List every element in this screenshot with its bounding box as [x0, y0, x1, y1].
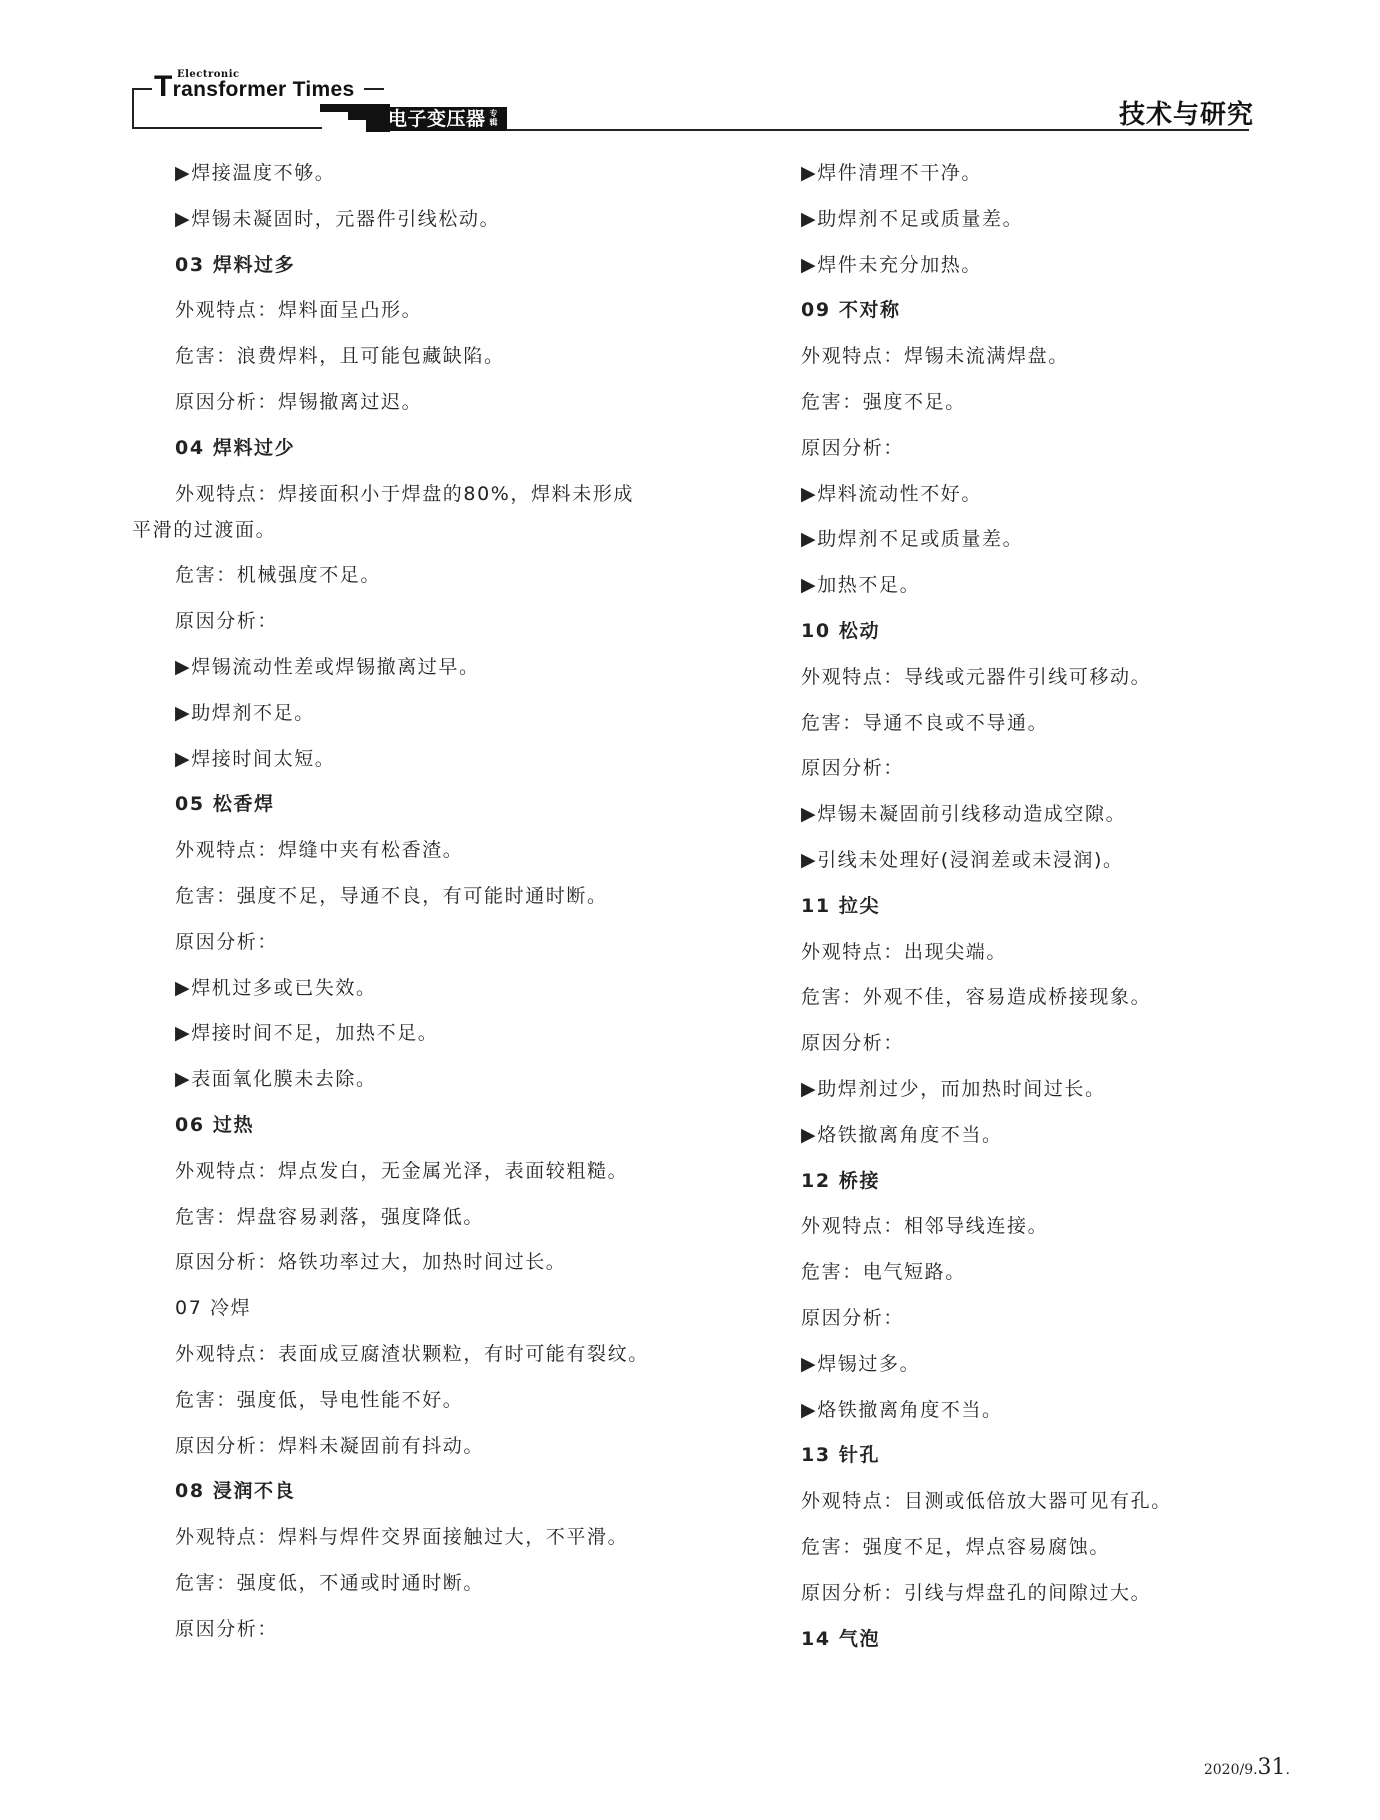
- paragraph-line: 危害：浪费焊料，且可能包藏缺陷。: [175, 345, 505, 368]
- paragraph-line: 外观特点：导线或元器件引线可移动。: [801, 665, 1152, 688]
- brand-cn-text: 电子变压器: [388, 108, 486, 130]
- section-heading: 14 气泡: [801, 1627, 881, 1650]
- paragraph-line: 危害：外观不佳，容易造成桥接现象。: [801, 986, 1152, 1009]
- paragraph-line: ▶引线未处理好(浸润差或未浸润)。: [801, 848, 1124, 871]
- masthead-rule-left: [132, 88, 152, 90]
- paragraph-line: 危害：焊盘容易剥落，强度降低。: [175, 1205, 485, 1228]
- paragraph-line: 危害：强度不足，焊点容易腐蚀。: [801, 1535, 1111, 1558]
- paragraph-line: ▶焊接时间太短。: [175, 747, 336, 770]
- paragraph-line: ▶焊锡过多。: [801, 1352, 921, 1375]
- paragraph-line: 原因分析：焊料未凝固前有抖动。: [175, 1434, 485, 1457]
- paragraph-line: 外观特点：相邻导线连接。: [801, 1215, 1049, 1238]
- paragraph-line: 原因分析：: [175, 610, 279, 633]
- right-column: [758, 158, 1298, 1669]
- masthead-rule-mid: [364, 88, 384, 90]
- section-heading: 04 焊料过少: [175, 436, 296, 459]
- page-number-suffix: .: [1285, 1762, 1290, 1778]
- brand-title-initial: T: [154, 70, 173, 103]
- section-heading: 07 冷焊: [175, 1297, 252, 1320]
- paragraph-line: 危害：电气短路。: [801, 1261, 966, 1284]
- paragraph-line: 外观特点：焊缝中夹有松香渣。: [175, 839, 464, 862]
- paragraph-line: 原因分析：焊锡撤离过迟。: [175, 390, 423, 413]
- brand-title-rest: ransformer Times: [172, 78, 355, 101]
- masthead-rule-vertical: [132, 88, 134, 128]
- paragraph-line: 原因分析：: [801, 1306, 905, 1329]
- left-column: [132, 158, 672, 1660]
- page-header: [0, 0, 1380, 140]
- paragraph-line: 危害：强度低，导电性能不好。: [175, 1388, 464, 1411]
- section-heading: 11 拉尖: [801, 894, 881, 917]
- paragraph-line: ▶表面氧化膜未去除。: [175, 1068, 377, 1091]
- paragraph-line: 危害：强度低，不通或时通时断。: [175, 1571, 485, 1594]
- paragraph-line: ▶焊锡未凝固前引线移动造成空隙。: [801, 803, 1127, 826]
- paragraph-line: 外观特点：表面成豆腐渣状颗粒，有时可能有裂纹。: [175, 1342, 649, 1365]
- page-footer: [1204, 1755, 1290, 1780]
- paragraph-line: 危害：机械强度不足。: [175, 564, 382, 587]
- section-heading: 06 过热: [175, 1113, 255, 1136]
- paragraph-line: ▶焊锡未凝固时，元器件引线松动。: [175, 207, 501, 230]
- brand-subtitle: Electronic: [177, 69, 240, 80]
- section-heading: 08 浸润不良: [175, 1480, 296, 1503]
- paragraph-line: 原因分析：: [801, 436, 905, 459]
- paragraph-line: ▶烙铁撤离角度不当。: [801, 1123, 1003, 1146]
- masthead-rule-bottom-left: [132, 127, 322, 129]
- brand-title: [154, 70, 354, 104]
- paragraph-line: ▶焊件未充分加热。: [801, 253, 983, 276]
- paragraph-line: 原因分析：: [175, 930, 279, 953]
- section-heading: 05 松香焊: [175, 793, 275, 816]
- paragraph-line: ▶烙铁撤离角度不当。: [801, 1398, 1003, 1421]
- paragraph-line: 原因分析：: [801, 757, 905, 780]
- paragraph-line: 危害：强度不足，导通不良，有可能时通时断。: [175, 884, 608, 907]
- paragraph-line: 外观特点：焊料面呈凸形。: [175, 299, 423, 322]
- paragraph-line: 外观特点：焊点发白，无金属光泽，表面较粗糙。: [175, 1159, 629, 1182]
- issue-date: 2020/9.: [1203, 1762, 1258, 1778]
- section-heading: 09 不对称: [801, 299, 901, 322]
- section-heading: 10 松动: [801, 619, 881, 642]
- paragraph-line: 原因分析：: [175, 1617, 279, 1640]
- page-number: 31: [1257, 1755, 1286, 1780]
- paragraph-line: 外观特点：焊锡未流满焊盘。: [801, 345, 1069, 368]
- paragraph-line: ▶助焊剂不足。: [175, 701, 315, 724]
- section-heading: 13 针孔: [801, 1444, 881, 1467]
- brand-cn-tag: 专辑: [489, 109, 499, 127]
- paragraph-line: 危害：导通不良或不导通。: [801, 711, 1049, 734]
- paragraph-line: 外观特点：目测或低倍放大器可见有孔。: [801, 1490, 1172, 1513]
- paragraph-line: ▶焊接温度不够。: [175, 162, 336, 184]
- paragraph-line: ▶焊件清理不干净。: [801, 162, 983, 184]
- paragraph-line: 外观特点：焊料与焊件交界面接触过大，不平滑。: [175, 1526, 629, 1549]
- paragraph-line: ▶焊料流动性不好。: [801, 482, 983, 505]
- paragraph-line: ▶助焊剂不足或质量差。: [801, 528, 1024, 551]
- paragraph-line-continued: 平滑的过渡面。: [132, 518, 277, 541]
- paragraph-line: 原因分析：引线与焊盘孔的间隙过大。: [801, 1581, 1152, 1604]
- section-heading: 12 桥接: [801, 1169, 881, 1192]
- section-heading: 03 焊料过多: [175, 253, 296, 276]
- paragraph-line: ▶焊锡流动性差或焊锡撤离过早。: [175, 655, 480, 678]
- paragraph-line: ▶加热不足。: [801, 574, 921, 597]
- paragraph-line: ▶焊机过多或已失效。: [175, 976, 377, 999]
- paragraph-line: 外观特点：焊接面积小于焊盘的80%，焊料未形成: [175, 482, 635, 505]
- paragraph-line: 原因分析：烙铁功率过大，加热时间过长。: [175, 1251, 567, 1274]
- brand-cn-label: [380, 107, 507, 131]
- paragraph-line: 外观特点：出现尖端。: [801, 940, 1008, 963]
- paragraph-line: ▶焊接时间不足，加热不足。: [175, 1022, 439, 1045]
- paragraph-line: 危害：强度不足。: [801, 390, 966, 413]
- section-title: 技术与研究: [1118, 100, 1254, 130]
- paragraph-line: 原因分析：: [801, 1032, 905, 1055]
- paragraph-line: ▶助焊剂过少，而加热时间过长。: [801, 1077, 1106, 1100]
- paragraph-line: ▶助焊剂不足或质量差。: [801, 207, 1024, 230]
